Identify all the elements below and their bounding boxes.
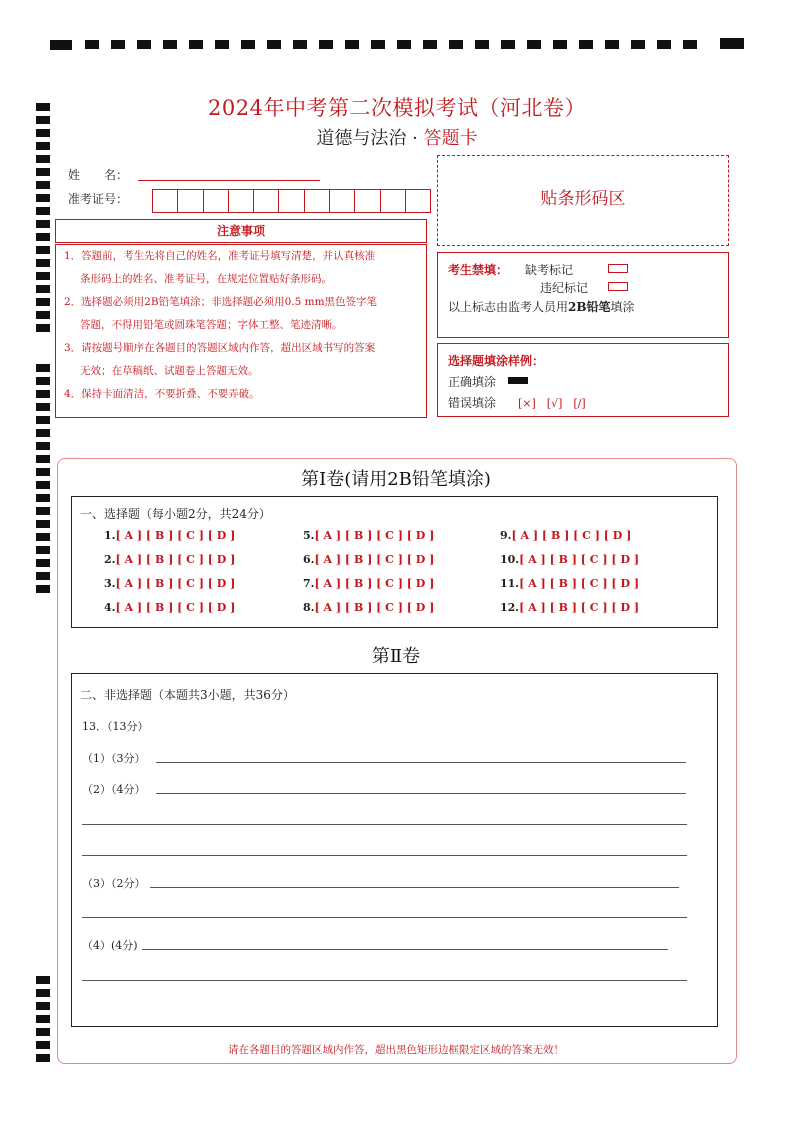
answer-line[interactable] <box>82 980 687 981</box>
violation-mark-label: 违纪标记 <box>540 281 589 295</box>
q-options[interactable]: [ A ] [ B ] [ C ] [ D ] <box>115 529 236 542</box>
non-choice-section-title: 二、非选择题（本题共3小题，共36分） <box>80 688 295 702</box>
id-digit-box[interactable] <box>229 190 254 212</box>
q-options[interactable]: [ A ] [ B ] [ C ] [ D ] <box>314 601 435 614</box>
notice-item: 无效；在草稿纸、试题卷上答题无效。 <box>80 365 259 377</box>
q-number: 1. <box>104 529 116 542</box>
q-number: 3. <box>104 577 116 590</box>
q-number: 4. <box>104 601 116 614</box>
non-choice-box <box>71 673 718 1027</box>
answer-line[interactable] <box>150 887 679 888</box>
q13-sub3-label: （3）（2分） <box>82 877 146 890</box>
exam-subtitle <box>0 124 794 150</box>
answer-line[interactable] <box>156 762 686 763</box>
choice-q8[interactable] <box>303 601 434 614</box>
answer-line[interactable] <box>142 949 668 950</box>
choice-q7[interactable] <box>303 577 434 590</box>
notice-heading: 注意事项 <box>55 219 427 243</box>
q-number: 10. <box>500 553 520 566</box>
q-number: 5. <box>303 529 315 542</box>
subtitle-dot: · <box>412 128 418 149</box>
q-number: 12. <box>500 601 520 614</box>
violation-mark-box[interactable] <box>608 282 628 291</box>
choice-q3[interactable] <box>104 577 235 590</box>
id-digit-box[interactable] <box>381 190 406 212</box>
subject-name: 道德与法治 <box>316 128 407 149</box>
ban-note <box>448 298 635 315</box>
answer-line[interactable] <box>156 793 686 794</box>
id-digit-box[interactable] <box>330 190 355 212</box>
q13-sub1-label: （1）（3分） <box>82 752 146 765</box>
part1-title: 第Ⅰ卷(请用2B铅笔填涂) <box>301 469 491 490</box>
answer-line[interactable] <box>82 855 687 856</box>
ban-label: 考生禁填： <box>448 263 509 277</box>
id-digit-box[interactable] <box>305 190 330 212</box>
correct-fill-mark <box>508 377 528 384</box>
q-options[interactable]: [ A ] [ B ] [ C ] [ D ] <box>314 529 435 542</box>
q13-sub2-label: （2）（4分） <box>82 783 146 796</box>
q-number: 2. <box>104 553 116 566</box>
notice-item: 4．保持卡面清洁，不要折叠、不要弄破。 <box>64 388 260 400</box>
exam-title: 2024年中考第二次模拟考试（河北卷） <box>208 96 586 120</box>
card-label: 答题卡 <box>423 128 478 149</box>
q-options[interactable]: [ A ] [ B ] [ C ] [ D ] <box>519 601 640 614</box>
notice-item: 条形码上的姓名、准考证号，在规定位置贴好条形码。 <box>80 273 332 285</box>
q-number: 6. <box>303 553 315 566</box>
choice-q4[interactable] <box>104 601 235 614</box>
wrong-fill-marks: [×] [√] [/] <box>518 397 586 410</box>
q13-label: 13．（13分） <box>82 720 149 733</box>
choice-q11[interactable] <box>500 577 639 590</box>
q-number: 11. <box>500 577 520 590</box>
choice-q9[interactable] <box>500 529 631 542</box>
q-options[interactable]: [ A ] [ B ] [ C ] [ D ] <box>511 529 632 542</box>
notice-item: 答题，不得用铅笔或圆珠笔答题；字体工整、笔迹清晰。 <box>80 319 343 331</box>
choice-q12[interactable] <box>500 601 639 614</box>
notice-item: 2．选择题必须用2B铅笔填涂；非选择题必须用0.5 mm黑色签字笔 <box>64 296 378 308</box>
footer-warning: 请在各题目的答题区域内作答，超出黑色矩形边框限定区域的答案无效！ <box>228 1044 564 1056</box>
answer-line[interactable] <box>82 824 687 825</box>
q-options[interactable]: [ A ] [ B ] [ C ] [ D ] <box>314 553 435 566</box>
q-number: 9. <box>500 529 512 542</box>
choice-q2[interactable] <box>104 553 235 566</box>
q13-sub4-label: （4）(4分) <box>82 939 138 952</box>
barcode-area: 贴条形码区 <box>437 155 729 246</box>
id-label: 准考证号： <box>68 192 129 206</box>
choice-q1[interactable] <box>104 529 235 542</box>
q-options[interactable]: [ A ] [ B ] [ C ] [ D ] <box>115 601 236 614</box>
sample-label: 选择题填涂样例： <box>448 354 545 368</box>
id-digit-box[interactable] <box>279 190 304 212</box>
q-options[interactable]: [ A ] [ B ] [ C ] [ D ] <box>519 577 640 590</box>
answer-line[interactable] <box>82 917 687 918</box>
choice-q6[interactable] <box>303 553 434 566</box>
id-digit-box[interactable] <box>178 190 203 212</box>
notice-item: 1．答题前，考生先将自己的姓名，准考证号填写清楚，并认真核准 <box>64 250 376 262</box>
name-input-line[interactable] <box>138 180 320 181</box>
choice-q5[interactable] <box>303 529 434 542</box>
fill-sample-box <box>437 343 729 417</box>
examinee-ban-box <box>437 252 729 338</box>
wrong-fill-label: 错误填涂 <box>448 396 497 410</box>
name-label: 姓 名： <box>68 168 129 182</box>
choice-q10[interactable] <box>500 553 639 566</box>
q-options[interactable]: [ A ] [ B ] [ C ] [ D ] <box>314 577 435 590</box>
id-digit-box[interactable] <box>204 190 229 212</box>
id-digit-box[interactable] <box>153 190 178 212</box>
q-number: 7. <box>303 577 315 590</box>
id-digit-box[interactable] <box>355 190 380 212</box>
q-options[interactable]: [ A ] [ B ] [ C ] [ D ] <box>115 577 236 590</box>
ban-note-text: 以上标志由监考人员用 <box>448 300 569 314</box>
absent-mark-box[interactable] <box>608 264 628 273</box>
q-options[interactable]: [ A ] [ B ] [ C ] [ D ] <box>519 553 640 566</box>
q-number: 8. <box>303 601 315 614</box>
choice-box <box>71 496 718 628</box>
notice-item: 3．请按题号顺序在各题目的答题区域内作答，超出区域书写的答案 <box>64 342 376 354</box>
id-digit-box[interactable] <box>406 190 430 212</box>
notice-body <box>55 244 427 418</box>
choice-section-title: 一、选择题（每小题2分，共24分） <box>80 507 271 521</box>
exam-id-boxes[interactable] <box>152 189 431 213</box>
ban-note-bold: 2B铅笔 <box>568 300 611 314</box>
absent-mark-label: 缺考标记 <box>525 263 574 277</box>
correct-fill-label: 正确填涂 <box>448 375 497 389</box>
part2-title: 第Ⅱ卷 <box>371 646 421 667</box>
q-options[interactable]: [ A ] [ B ] [ C ] [ D ] <box>115 553 236 566</box>
ban-note-end: 填涂 <box>610 300 635 314</box>
id-digit-box[interactable] <box>254 190 279 212</box>
